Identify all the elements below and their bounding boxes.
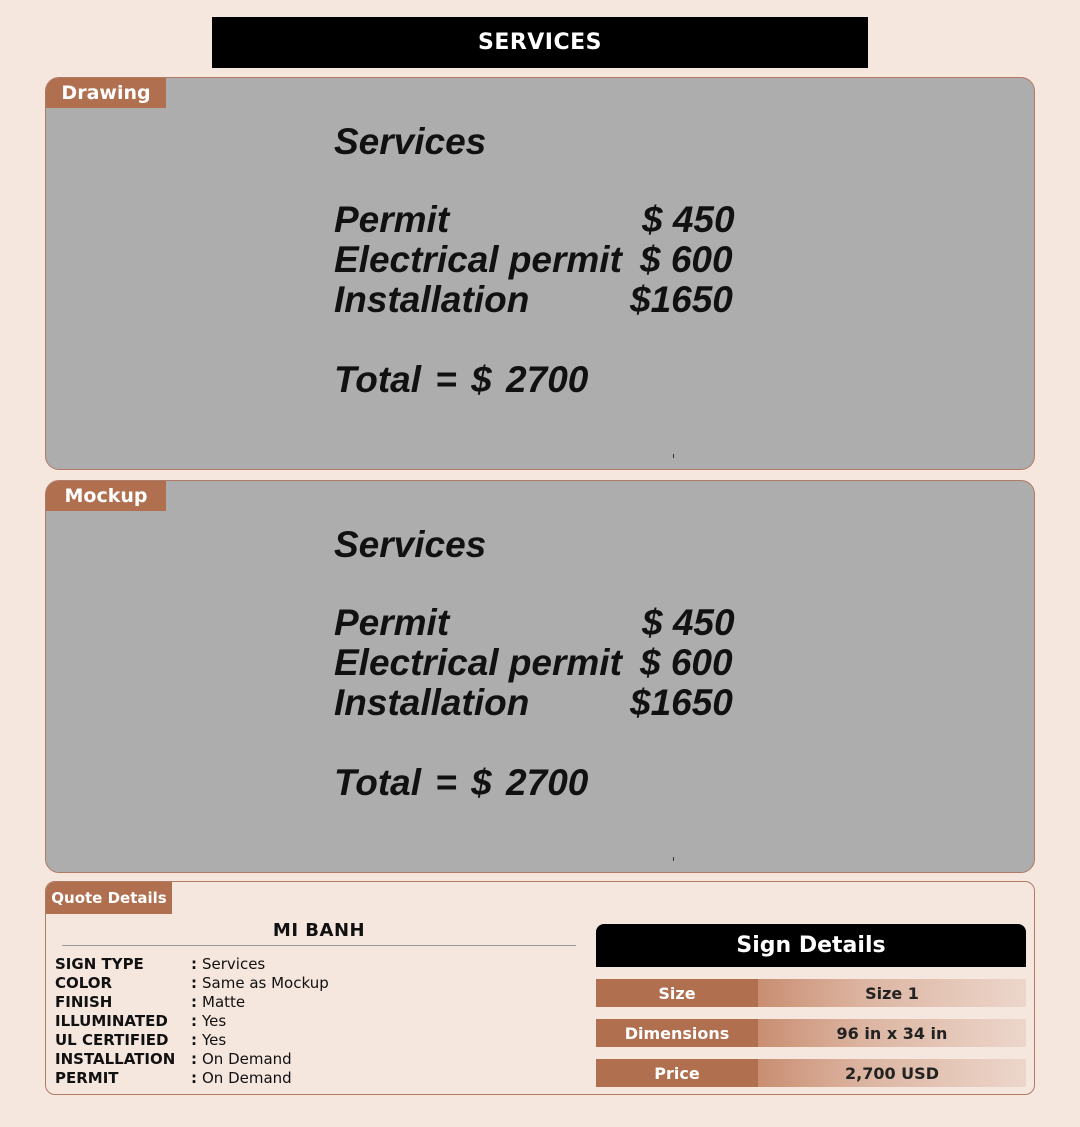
spec-separator: :	[191, 1049, 197, 1068]
spec-row	[55, 1011, 329, 1030]
spec-separator: :	[191, 992, 197, 1011]
spec-separator: :	[191, 1030, 197, 1049]
mockup-item-name: Installation	[334, 682, 530, 723]
spec-row	[55, 954, 329, 973]
mockup-item-name: Electrical permit	[334, 642, 622, 683]
drawing-item-name: Permit	[334, 199, 450, 240]
spec-value: Services	[202, 954, 266, 973]
sign-detail-row-size	[596, 979, 1026, 1007]
spec-key: PERMIT	[55, 1068, 119, 1087]
spec-key: ILLUMINATED	[55, 1011, 168, 1030]
spec-key: COLOR	[55, 973, 113, 992]
spec-separator: :	[191, 973, 197, 992]
drawing-panel	[45, 77, 1035, 470]
mockup-item-amount: $ 600	[640, 642, 733, 683]
sign-detail-label: Dimensions	[596, 1019, 758, 1047]
spec-key: FINISH	[55, 992, 113, 1011]
spec-row	[55, 973, 329, 992]
quote-details-panel	[45, 881, 1035, 1095]
spec-list	[55, 954, 329, 1087]
drawing-item-name: Installation	[334, 279, 530, 320]
drawing-item-amount: $ 450	[642, 199, 735, 240]
sign-detail-value: Size 1	[758, 979, 1026, 1007]
mockup-item-amount: $1650	[630, 682, 733, 723]
mockup-heading: Services	[334, 524, 487, 565]
sign-details-card	[596, 924, 1026, 1087]
spec-row	[55, 1068, 329, 1087]
sign-details-title: Sign Details	[596, 924, 1026, 967]
spec-separator: :	[191, 1011, 197, 1030]
mockup-mark	[673, 857, 674, 861]
spec-value: Yes	[202, 1030, 227, 1049]
sign-detail-label: Size	[596, 979, 758, 1007]
quote-details-tab-label: Quote Details	[46, 882, 172, 914]
spec-key: INSTALLATION	[55, 1049, 176, 1068]
drawing-heading: Services	[334, 121, 487, 162]
mockup-item-amount: $ 450	[642, 602, 735, 643]
drawing-total: Total = $ 2700	[334, 359, 589, 400]
sign-detail-value: 2,700 USD	[758, 1059, 1026, 1087]
customer-name: MI BANH	[62, 920, 576, 946]
spec-key: SIGN TYPE	[55, 954, 144, 973]
page-title: SERVICES	[212, 17, 868, 68]
sign-detail-value: 96 in x 34 in	[758, 1019, 1026, 1047]
mockup-tab-label: Mockup	[46, 481, 166, 511]
spec-key: UL CERTIFIED	[55, 1030, 169, 1049]
sign-detail-row-price	[596, 1059, 1026, 1087]
spec-value: Matte	[202, 992, 246, 1011]
mockup-panel	[45, 480, 1035, 873]
spec-separator: :	[191, 954, 197, 973]
mockup-item-name: Permit	[334, 602, 450, 643]
sign-detail-label: Price	[596, 1059, 758, 1087]
sign-detail-row-dimensions	[596, 1019, 1026, 1047]
drawing-item-amount: $ 600	[640, 239, 733, 280]
spec-separator: :	[191, 1068, 197, 1087]
drawing-tab-label: Drawing	[46, 78, 166, 108]
spec-row	[55, 992, 329, 1011]
mockup-total: Total = $ 2700	[334, 762, 589, 803]
spec-row	[55, 1049, 329, 1068]
spec-value: Yes	[202, 1011, 227, 1030]
spec-value: Same as Mockup	[202, 973, 329, 992]
spec-value: On Demand	[202, 1068, 292, 1087]
drawing-item-amount: $1650	[630, 279, 733, 320]
drawing-item-name: Electrical permit	[334, 239, 622, 280]
spec-row	[55, 1030, 329, 1049]
spec-value: On Demand	[202, 1049, 292, 1068]
drawing-mark	[673, 454, 674, 458]
